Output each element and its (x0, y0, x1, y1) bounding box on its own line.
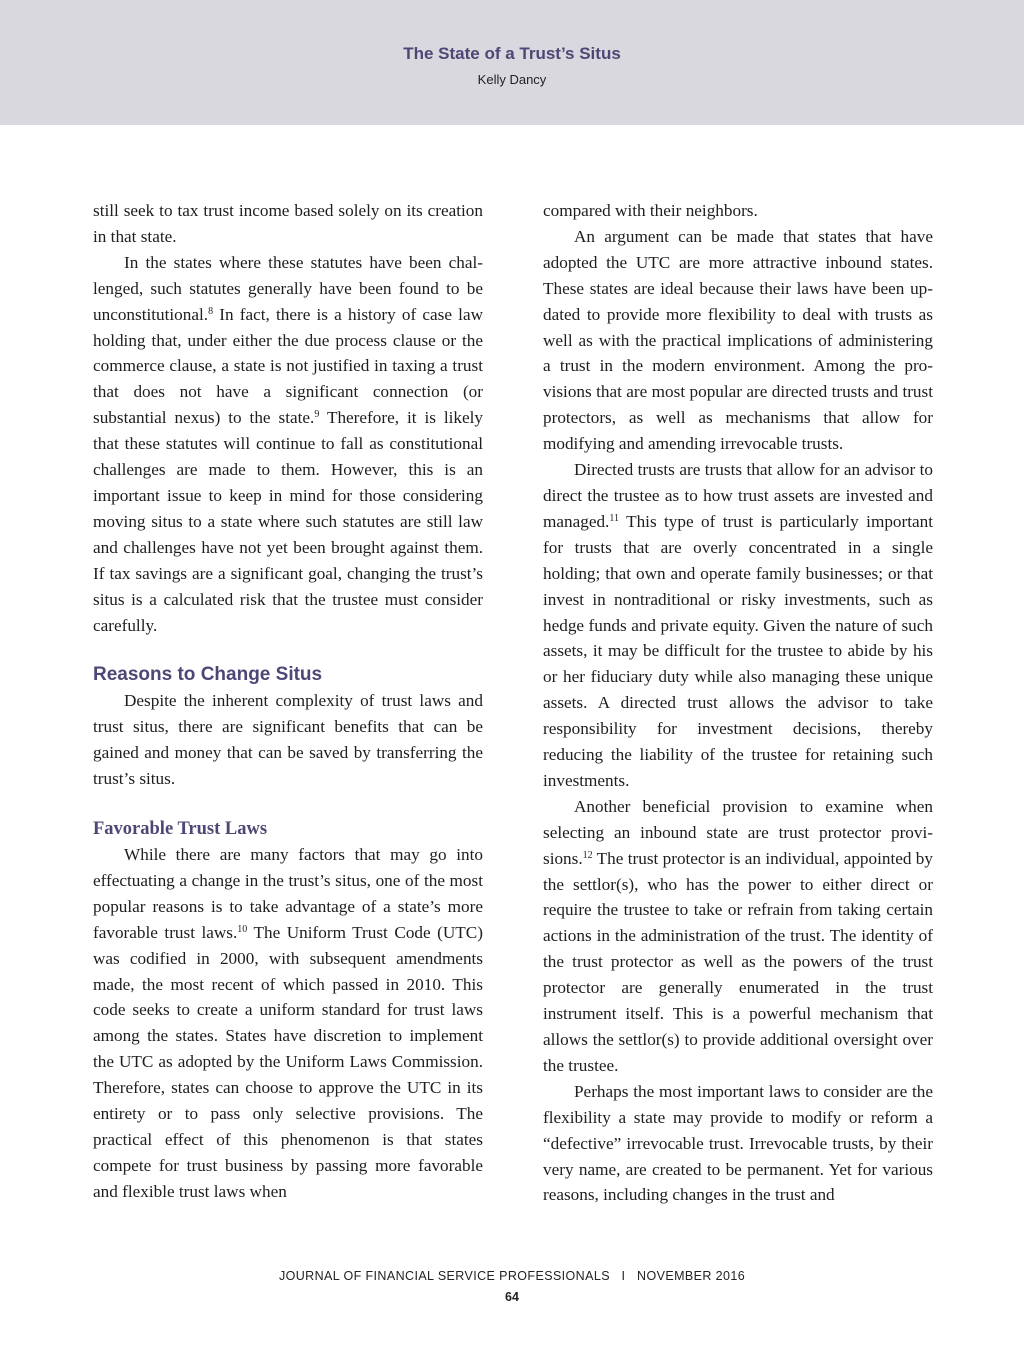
left-paragraph-4-text-b: The Uniform Trust Code (UTC) was codified in 2000, with subsequent amendments made, the most recent of which passed in 2010. This code seeks to create a uniform standard for trust laws among the states. States have discretion to implement the UTC as adopted by the Uniform Laws Commission. Therefore, states can choose to approve the UTC in its entirety or to pass only selective provisions. The practical effect of this phenomenon is that states compete for trust business by passing more favorable and flexible trust laws when (93, 922, 483, 1201)
left-column (93, 198, 483, 1205)
left-paragraph-4 (93, 842, 483, 1205)
footnote-marker-8: 8 (208, 305, 214, 317)
section-heading-reasons: Reasons to Change Situs (93, 664, 323, 686)
right-paragraph-2: An argument can be made that states that have adopted the UTC are more attractive inbound states. These states are ideal because their laws have been updated to provide more flexibility to deal with trusts as well as with the practical implications of administering a trust in the modern environment. Among the provisions that are most popular are directed trusts and trust protectors, as well as mechanisms that allow for modifying and amending irrevocable trusts. (543, 226, 933, 454)
right-paragraph-4-text-a: Another beneficial provision to examine when selecting an inbound state are trust protector provisions. (543, 796, 933, 868)
footnote-marker-9: 9 (314, 409, 320, 421)
right-paragraph-4-text-b: The trust protector is an individual, appointed by the settlor(s), who has the power to either direct or require the trustee to take or refrain from taking certain actions in the administration of the trust. The identity of the trust protector as well as the powers of the trust protector are generally enumerated in the trust instrument itself. This is a powerful mechanism that allows the settlor(s) to provide additional oversight over the trustee. (543, 848, 933, 1075)
left-paragraph-2-text-a: In the states where these statutes have been challenged, such statutes generally have been found to be unconstitutional. (93, 252, 483, 324)
subsection-heading-favorable: Favorable Trust Laws (93, 819, 268, 840)
left-paragraph-2-text-c: Therefore, it is likely that these statutes will continue to fall as constitutional challenges are made to them. However, this is an important issue to keep in mind for those considering moving situs to a state where such statutes are still law and challenges have not yet been brought against them. If tax savings are a significant goal, changing the trust’s situs is a calculated risk that the trustee must consider carefully. (93, 408, 484, 635)
right-column (543, 198, 933, 1208)
right-paragraph-3 (543, 457, 933, 794)
right-paragraph-3-text-b: This type of trust is particularly important for trusts that are overly concentrated in a single holding; that own and operate family businesses; or that invest in nontraditional or risky investments, such as hedge funds and private equity. Given the nature of such assets, it may be difficult for the trustee to abide by his or her fiduciary duty while also managing these unique assets. A directed trust allows the advisor to take responsibility for investment decisions, thereby reducing the liability of the trustee for retaining such investments. (543, 511, 933, 790)
left-paragraph-2-text-b: In fact, there is a history of case law holding that, under either the due process clause or the commerce clause, a state is not justified in taxing a trust that does not have a significant connection (or substantial nexus) to the state. (93, 304, 483, 428)
left-paragraph-4-text-a: While there are many factors that may go into effectuating a change in the trust’s situs, one of the most popular reasons is to take advantage of a state’s more favorable trust laws. (93, 845, 483, 942)
footnote-marker-12: 12 (582, 849, 593, 861)
footnote-marker-10: 10 (237, 923, 248, 935)
right-paragraph-3-text-a: Directed trusts are trusts that allow for an advisor to direct the trustee as to how trust assets are invested and managed. (543, 460, 933, 531)
right-paragraph-5: Perhaps the most important laws to consider are the flexibility a state may provide to modify or reform a “defective” irrevocable trust. Irrevocable trusts, by their very name, are created to be permanent. Yet for various reasons, including changes in the trust and (543, 1081, 933, 1205)
page-number: 64 (505, 1290, 519, 1304)
right-paragraph-4 (543, 794, 933, 1079)
article-title: The State of a Trust’s Situs (403, 44, 621, 63)
header-band (0, 0, 1024, 125)
article-author: Kelly Dancy (477, 72, 547, 87)
left-paragraph-2 (93, 250, 483, 639)
left-paragraph-1: still seek to tax trust income based solely on its creation in that state. (93, 201, 483, 246)
left-paragraph-3: Despite the inherent complexity of trust laws and trust situs, there are significant benefits that can be gained and money that can be saved by transferring the trust’s situs. (93, 691, 483, 789)
footer-journal-line: JOURNAL OF FINANCIAL SERVICE PROFESSIONALS I NOVEMBER 2016 (278, 1269, 746, 1283)
right-paragraph-1: compared with their neighbors. (543, 201, 758, 220)
footnote-marker-11: 11 (609, 512, 619, 524)
